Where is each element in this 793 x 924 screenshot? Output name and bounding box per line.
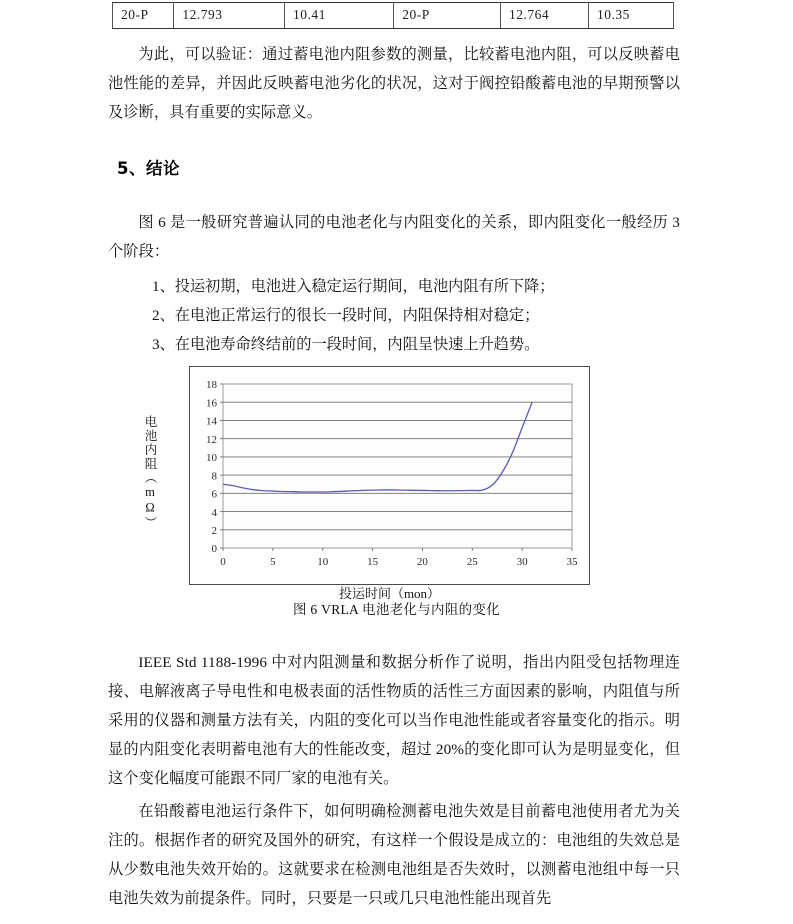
paragraph-verification: 为此，可以验证：通过蓄电池内阻参数的测量，比较蓄电池内阻，可以反映蓄电池性能的差异，并因此反映蓄电池劣化的状况，这对于阀控铅酸蓄电池的早期预警以及诊断，具有重要的实际意义。 <box>108 46 680 121</box>
section-heading-conclusion: 5、结论 <box>117 159 180 178</box>
list-item-stage-2: 2、在电池正常运行的很长一段时间，内阻保持相对稳定； <box>152 307 540 324</box>
paragraph-ieee-standard: IEEE Std 1188-1996 中对内阻测量和数据分析作了说明，指出内阻受包括物理连接、电解液离子导电性和电极表面的活性物质的活性三方面因素的影响，内阻值与所采用的仪器和测量方法有关，内阻的变化可以当作电池性能或者容量变化的指示。明显的内阻变化表明蓄电池有大的性能改变，超过 20%的变化即可认为是明显变化，但这个变化幅度可能跟不同厂家的电池有关。 <box>108 654 680 787</box>
chart-y-axis-title: 电池内阻（mΩ） <box>143 415 157 530</box>
y-tick-label: 6 <box>211 488 217 501</box>
x-tick-label: 35 <box>566 556 578 568</box>
table-cell-value-4: 10.35 <box>589 3 674 29</box>
x-tick-label: 25 <box>466 556 478 568</box>
x-tick-label: 20 <box>416 556 428 568</box>
x-tick-label: 0 <box>220 556 226 568</box>
plot-area <box>223 384 572 548</box>
x-tick-label: 30 <box>516 556 528 568</box>
y-tick-label: 8 <box>211 470 217 483</box>
table-row <box>113 3 674 29</box>
paragraph-battery-failure: 在铅酸蓄电池运行条件下，如何明确检测蓄电池失效是目前蓄电池使用者尤为关注的。根据作者的研究及国外的研究，有这样一个假设是成立的：电池组的失效总是从少数电池失效开始的。这就要求在检测电池组是否失效时，以测蓄电池组中每一只电池失效为前提条件。同时，只要是一只或几只电池性能出现首先 <box>108 803 680 907</box>
x-tick-label: 10 <box>317 556 329 568</box>
table-cell-type-2: 20-P <box>394 3 501 29</box>
x-tick-label: 5 <box>270 556 276 568</box>
chart-x-axis-title: 投运时间（mon） <box>338 586 441 601</box>
y-tick-labels <box>206 379 218 555</box>
measurement-table <box>112 2 674 29</box>
x-tick-label: 15 <box>367 556 379 568</box>
y-tick-label: 0 <box>211 543 217 556</box>
chart-svg <box>190 367 589 584</box>
y-tick-label: 12 <box>206 433 217 446</box>
paragraph-figure6-intro: 图 6 是一般研究普遍认同的电池老化与内阻变化的关系，即内阻变化一般经历 3 个阶段： <box>108 214 680 260</box>
y-tick-label: 2 <box>211 524 217 537</box>
table-cell-type-1: 20-P <box>113 3 174 29</box>
list-item-stage-3: 3、在电池寿命终结前的一段时间，内阻呈快速上升趋势。 <box>152 336 540 353</box>
y-tick-label: 18 <box>206 379 217 392</box>
table-cell-value-3: 12.764 <box>501 3 589 29</box>
table-cell-value-2: 10.41 <box>285 3 394 29</box>
figure-chart-aging-resistance <box>189 366 590 585</box>
y-tick-label: 14 <box>206 415 217 428</box>
x-tick-labels <box>220 556 578 568</box>
figure-caption: 图 6 VRLA 电池老化与内阻的变化 <box>292 602 501 617</box>
table-fragment <box>112 2 674 29</box>
y-tick-label: 10 <box>206 452 217 465</box>
y-tick-label: 4 <box>211 506 217 519</box>
y-tick-label: 16 <box>206 397 217 410</box>
table-cell-value-1: 12.793 <box>174 3 285 29</box>
list-item-stage-1: 1、投运初期，电池进入稳定运行期间，电池内阻有所下降； <box>152 278 555 295</box>
